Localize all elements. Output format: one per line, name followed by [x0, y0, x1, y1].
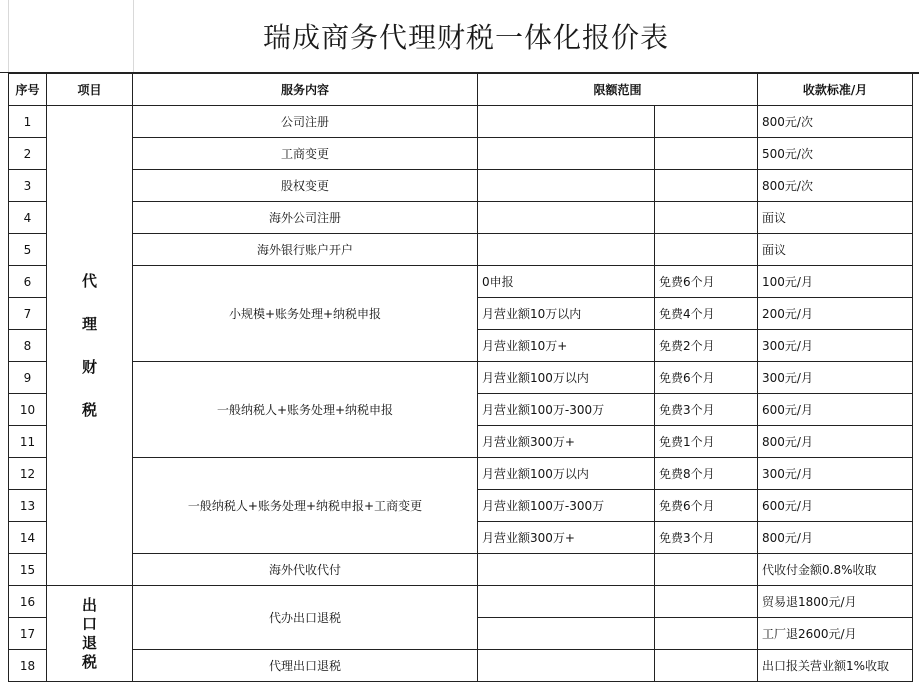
table-row: [9, 586, 913, 618]
cell-limit[interactable]: 0申报: [478, 266, 655, 298]
cell-limit[interactable]: [478, 138, 655, 170]
header-no[interactable]: 序号: [9, 74, 47, 106]
group-char: 口: [81, 614, 97, 633]
table-row: [9, 650, 913, 682]
table-row: [9, 138, 913, 170]
cell-price[interactable]: 300元/月: [758, 330, 913, 362]
table-row: [9, 234, 913, 266]
group-char: 代: [81, 271, 97, 290]
grid-line: [8, 0, 9, 72]
cell-limit[interactable]: [478, 202, 655, 234]
cell-limit[interactable]: 月营业额300万+: [478, 426, 655, 458]
cell-no[interactable]: 8: [9, 330, 47, 362]
group-char: 税: [81, 400, 97, 419]
group-char: 退: [81, 633, 97, 652]
cell-price[interactable]: 工厂退2600元/月: [758, 618, 913, 650]
table-row: [9, 362, 913, 394]
cell-service[interactable]: 一般纳税人+账务处理+纳税申报+工商变更: [133, 458, 478, 554]
cell-free[interactable]: 免费4个月: [655, 298, 758, 330]
cell-free[interactable]: [655, 202, 758, 234]
cell-limit[interactable]: 月营业额100万以内: [478, 362, 655, 394]
header-limit[interactable]: 限额范围: [478, 74, 758, 106]
cell-limit[interactable]: [478, 170, 655, 202]
cell-limit[interactable]: 月营业额100万-300万: [478, 490, 655, 522]
cell-service[interactable]: 代理出口退税: [133, 650, 478, 682]
cell-no[interactable]: 9: [9, 362, 47, 394]
cell-free[interactable]: [655, 234, 758, 266]
title-row: [0, 0, 919, 74]
cell-no[interactable]: 15: [9, 554, 47, 586]
cell-no[interactable]: 16: [9, 586, 47, 618]
cell-limit[interactable]: [478, 618, 655, 650]
cell-price[interactable]: 300元/月: [758, 458, 913, 490]
cell-limit[interactable]: 月营业额10万以内: [478, 298, 655, 330]
cell-price[interactable]: 600元/月: [758, 394, 913, 426]
cell-limit[interactable]: 月营业额100万以内: [478, 458, 655, 490]
group-char: 理: [81, 314, 97, 333]
cell-free[interactable]: [655, 586, 758, 618]
cell-price[interactable]: 800元/月: [758, 522, 913, 554]
cell-no[interactable]: 2: [9, 138, 47, 170]
cell-no[interactable]: 4: [9, 202, 47, 234]
page-title: 瑞成商务代理财税一体化报价表: [262, 21, 669, 54]
cell-price[interactable]: 面议: [758, 202, 913, 234]
cell-price[interactable]: 800元/月: [758, 426, 913, 458]
row-gutter: [0, 73, 8, 692]
cell-price[interactable]: 300元/月: [758, 362, 913, 394]
table-row: [9, 554, 913, 586]
cell-limit[interactable]: 月营业额10万+: [478, 330, 655, 362]
cell-price[interactable]: 贸易退1800元/月: [758, 586, 913, 618]
table-row: [9, 106, 913, 138]
cell-no[interactable]: 13: [9, 490, 47, 522]
cell-limit[interactable]: [478, 586, 655, 618]
price-table: [8, 73, 913, 682]
cell-price[interactable]: 100元/月: [758, 266, 913, 298]
cell-limit[interactable]: [478, 650, 655, 682]
cell-no[interactable]: 12: [9, 458, 47, 490]
cell-price[interactable]: 600元/月: [758, 490, 913, 522]
table-row: [9, 266, 913, 298]
group-char: 税: [81, 652, 97, 671]
cell-limit[interactable]: [478, 234, 655, 266]
group-export[interactable]: [47, 586, 133, 682]
cell-no[interactable]: 1: [9, 106, 47, 138]
cell-free[interactable]: 免费6个月: [655, 266, 758, 298]
cell-free[interactable]: [655, 138, 758, 170]
cell-free[interactable]: [655, 650, 758, 682]
cell-price[interactable]: 代收付金额0.8%收取: [758, 554, 913, 586]
cell-no[interactable]: 17: [9, 618, 47, 650]
cell-limit[interactable]: [478, 106, 655, 138]
group-char: 出: [81, 595, 97, 614]
cell-free[interactable]: 免费3个月: [655, 522, 758, 554]
cell-service[interactable]: 股权变更: [133, 170, 478, 202]
cell-no[interactable]: 14: [9, 522, 47, 554]
cell-service[interactable]: 海外代收代付: [133, 554, 478, 586]
cell-no[interactable]: 18: [9, 650, 47, 682]
group-agency[interactable]: [47, 106, 133, 586]
cell-free[interactable]: 免费2个月: [655, 330, 758, 362]
cell-price[interactable]: 面议: [758, 234, 913, 266]
cell-no[interactable]: 5: [9, 234, 47, 266]
cell-limit[interactable]: [478, 554, 655, 586]
cell-free[interactable]: [655, 106, 758, 138]
cell-service[interactable]: 海外公司注册: [133, 202, 478, 234]
cell-no[interactable]: 3: [9, 170, 47, 202]
cell-price[interactable]: 出口报关营业额1%收取: [758, 650, 913, 682]
cell-free[interactable]: 免费1个月: [655, 426, 758, 458]
cell-free[interactable]: 免费3个月: [655, 394, 758, 426]
cell-price[interactable]: 200元/月: [758, 298, 913, 330]
header-item[interactable]: 项目: [47, 74, 133, 106]
table-row: [9, 202, 913, 234]
cell-no[interactable]: 7: [9, 298, 47, 330]
cell-free[interactable]: 免费6个月: [655, 362, 758, 394]
cell-service[interactable]: 小规模+账务处理+纳税申报: [133, 266, 478, 362]
cell-free[interactable]: 免费8个月: [655, 458, 758, 490]
header-price[interactable]: 收款标准/月: [758, 74, 913, 106]
cell-free[interactable]: [655, 170, 758, 202]
table-row: [9, 170, 913, 202]
cell-price[interactable]: 800元/次: [758, 106, 913, 138]
cell-limit[interactable]: 月营业额100万-300万: [478, 394, 655, 426]
cell-no[interactable]: 11: [9, 426, 47, 458]
cell-free[interactable]: [655, 618, 758, 650]
cell-free[interactable]: [655, 554, 758, 586]
cell-service[interactable]: 一般纳税人+账务处理+纳税申报: [133, 362, 478, 458]
cell-price[interactable]: 500元/次: [758, 138, 913, 170]
cell-service[interactable]: 代办出口退税: [133, 586, 478, 650]
header-row: [9, 74, 913, 106]
cell-limit[interactable]: 月营业额300万+: [478, 522, 655, 554]
cell-no[interactable]: 6: [9, 266, 47, 298]
cell-service[interactable]: 公司注册: [133, 106, 478, 138]
cell-no[interactable]: 10: [9, 394, 47, 426]
table-row: [9, 458, 913, 490]
cell-service[interactable]: 工商变更: [133, 138, 478, 170]
group-char: 财: [81, 357, 97, 376]
cell-price[interactable]: 800元/次: [758, 170, 913, 202]
header-service[interactable]: 服务内容: [133, 74, 478, 106]
cell-free[interactable]: 免费6个月: [655, 490, 758, 522]
cell-service[interactable]: 海外银行账户开户: [133, 234, 478, 266]
